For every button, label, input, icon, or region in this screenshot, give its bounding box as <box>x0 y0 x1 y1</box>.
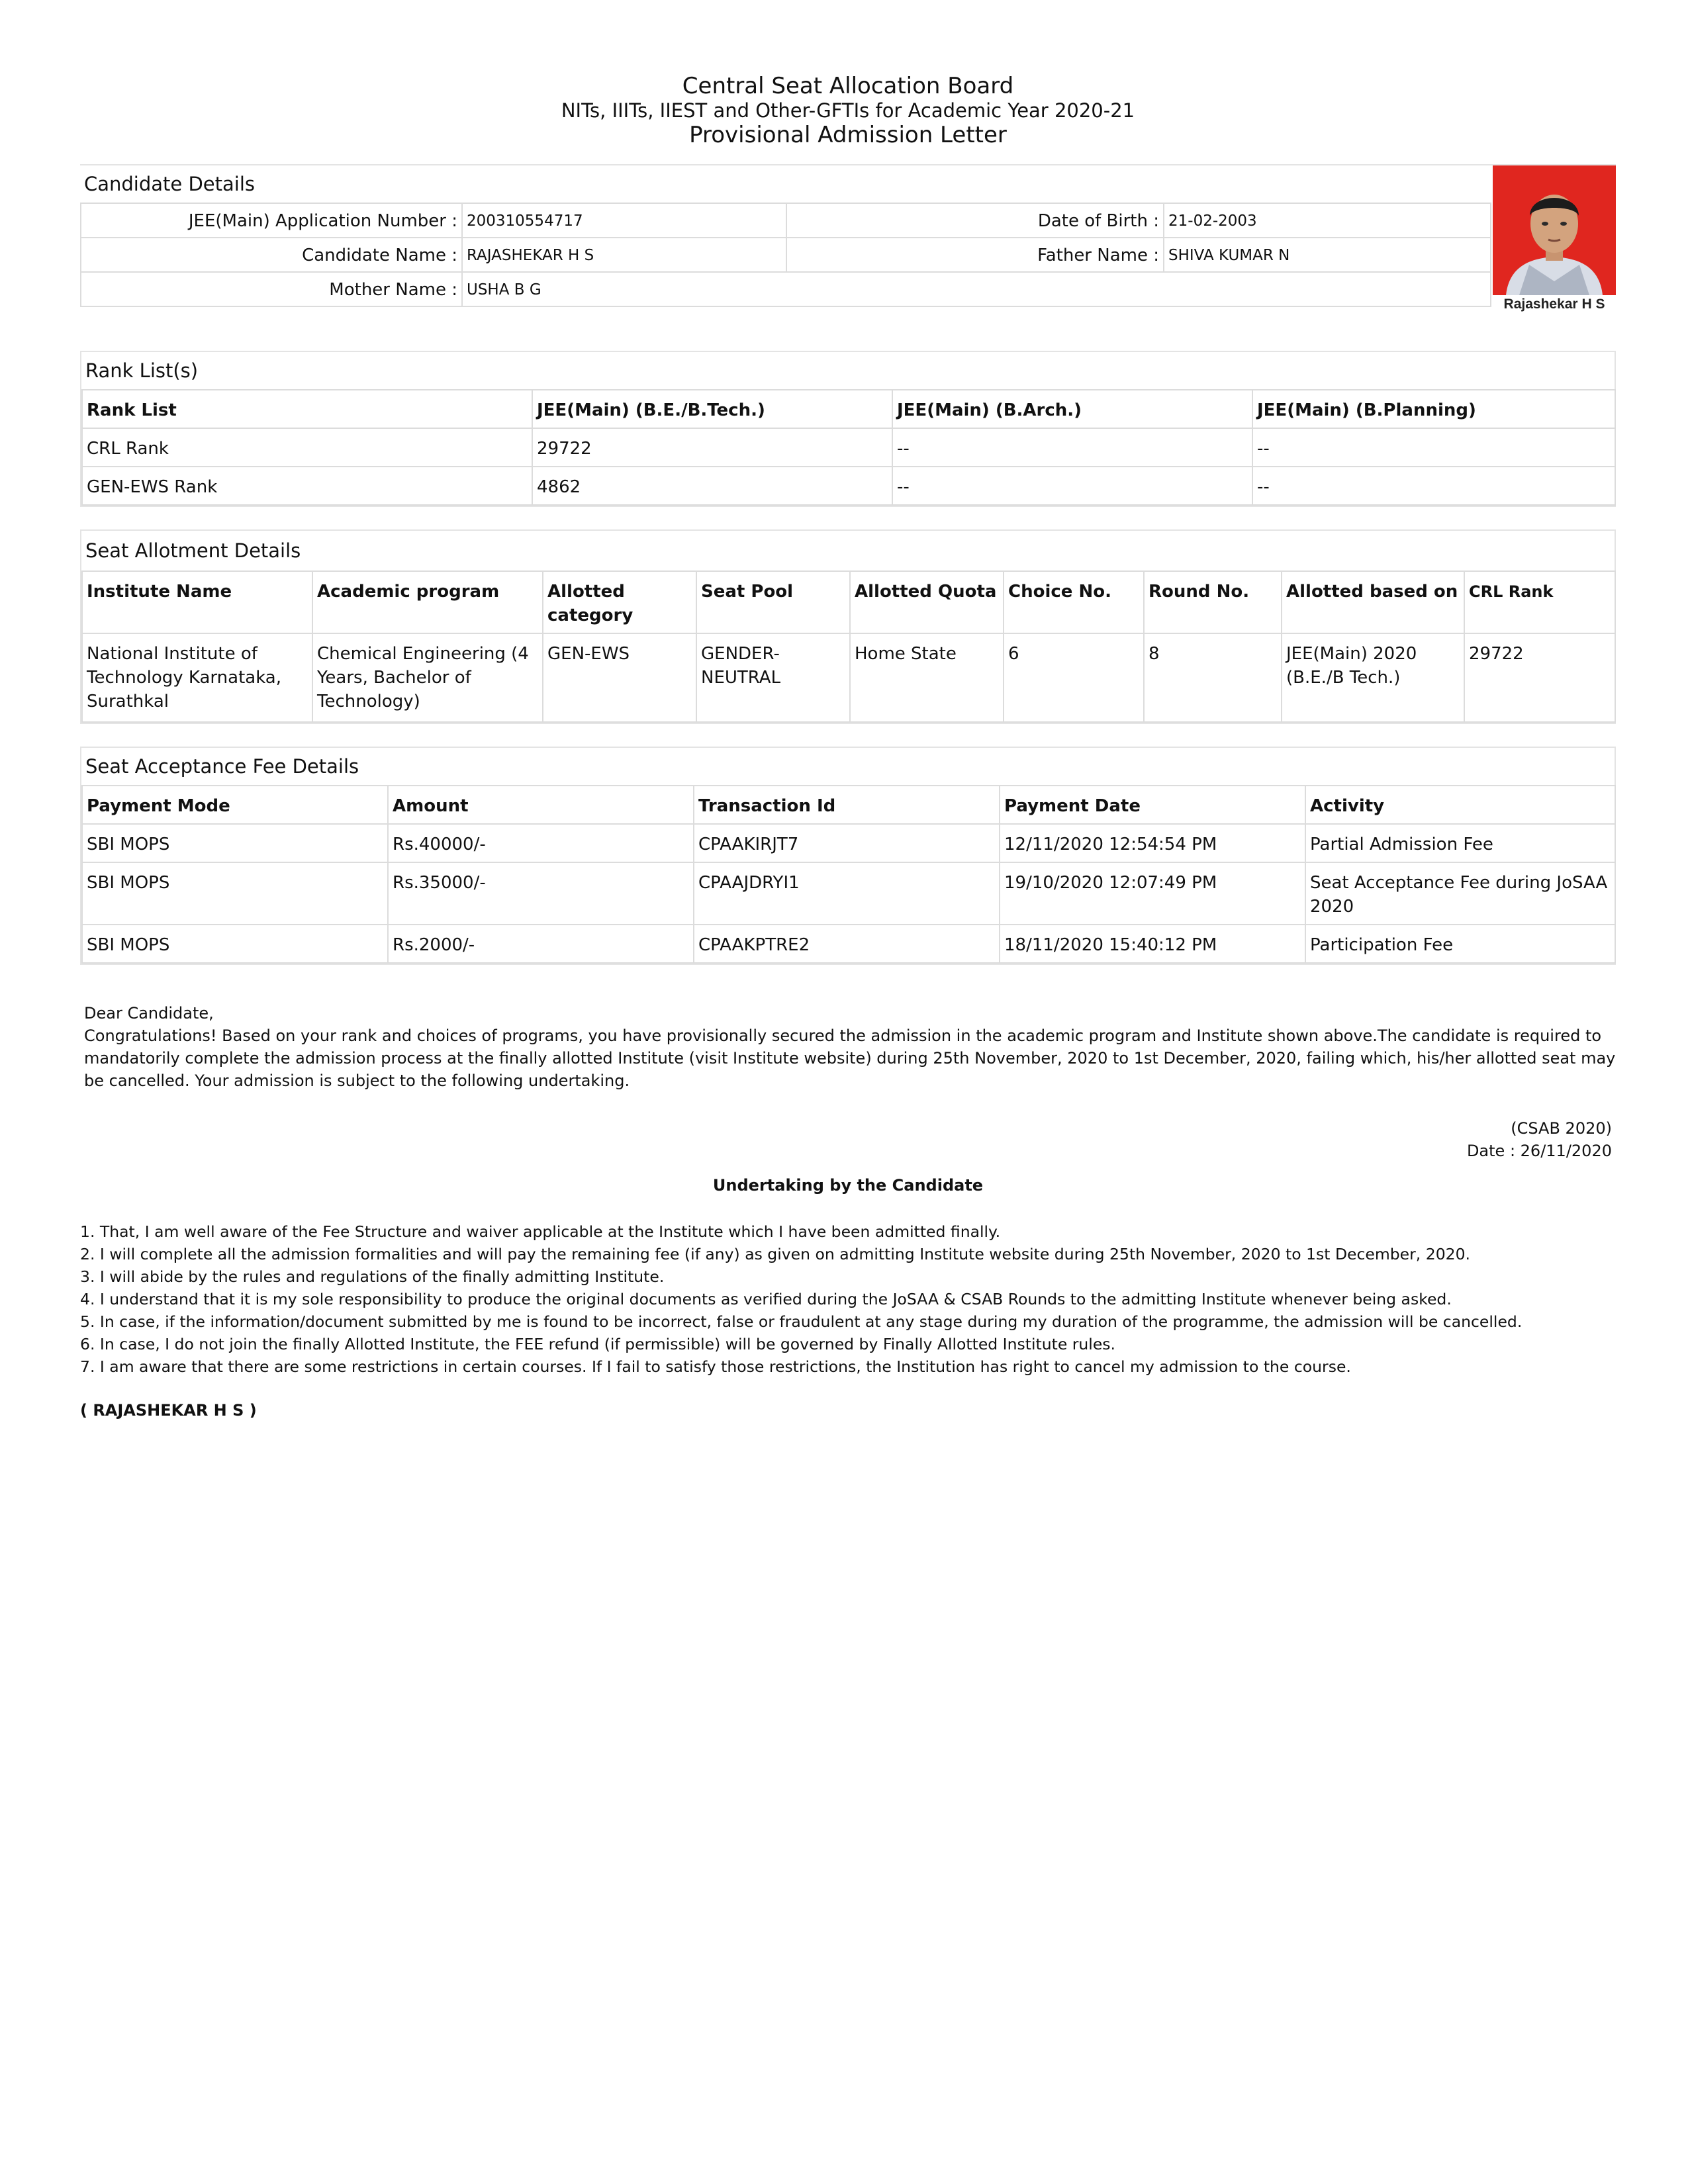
rank-list-title: Rank List(s) <box>85 359 199 382</box>
list-item: 3. I will abide by the rules and regulations of the finally admitting Institute. <box>80 1267 665 1286</box>
board-title: Central Seat Allocation Board <box>682 73 1014 99</box>
table-cell: SBI MOPS <box>82 862 388 925</box>
table-cell: -- <box>892 428 1252 467</box>
mother-name-label: Mother Name : <box>81 272 462 306</box>
candidate-name-value: RAJASHEKAR H S <box>462 238 786 272</box>
undertaking-list <box>80 1220 1616 1378</box>
list-item: 5. In case, if the information/document submitted by me is found to be incorrect, false or fraudulent at any stage during my duration of the programme, the admission will be cancelled. <box>80 1312 1523 1331</box>
table-cell: 29722 <box>1464 633 1615 722</box>
table-row <box>82 862 1615 925</box>
list-item: 6. In case, I do not join the finally Allotted Institute, the FEE refund (if permissible) will be governed by Finally Allotted Institute rules. <box>80 1335 1116 1353</box>
table-row <box>82 824 1615 862</box>
column-header: Academic program <box>312 571 543 633</box>
admission-letter <box>80 73 1616 1422</box>
letter-date: Date : 26/11/2020 <box>1466 1142 1612 1160</box>
letter-header <box>80 73 1616 148</box>
father-name-label: Father Name : <box>786 238 1164 272</box>
column-header: Round No. <box>1144 571 1282 633</box>
candidate-details-table <box>80 203 1491 307</box>
table-cell: Participation Fee <box>1305 925 1615 963</box>
fee-details-table <box>81 785 1616 964</box>
table-row <box>81 203 1491 238</box>
column-header: Transaction Id <box>694 786 1000 824</box>
column-header: CRL Rank <box>1464 571 1615 633</box>
column-header: Allotted Quota <box>850 571 1004 633</box>
table-cell: CPAAJDRYI1 <box>694 862 1000 925</box>
column-header: Activity <box>1305 786 1615 824</box>
candidate-photo-box <box>1493 165 1616 314</box>
table-cell: 6 <box>1004 633 1144 722</box>
fee-details-title: Seat Acceptance Fee Details <box>85 755 359 778</box>
photo-caption: Rajashekar H S <box>1503 296 1605 312</box>
table-header-row <box>82 786 1615 824</box>
column-header: Institute Name <box>82 571 312 633</box>
letter-paragraph: Congratulations! Based on your rank and choices of programs, you have provisionally secured the admission in the academic program and Institute shown above.The candidate is required to mandatorily complete the admission process at the finally allotted Institute (visit Institute website) during 25th November, 2020 to 1st December, 2020, failing which, his/her allotted seat may be cancelled. Your admission is subject to the following undertaking. <box>84 1026 1616 1090</box>
seat-allotment-table <box>81 570 1616 723</box>
table-cell: GEN-EWS Rank <box>82 467 532 505</box>
application-number-label: JEE(Main) Application Number : <box>81 203 462 238</box>
column-header: JEE(Main) (B.E./B.Tech.) <box>532 390 892 428</box>
table-row <box>81 272 1491 306</box>
table-cell: Rs.40000/- <box>388 824 694 862</box>
column-header: Allotted based on <box>1282 571 1464 633</box>
list-item: 4. I understand that it is my sole responsibility to produce the original documents as verified during the JoSAA & CSAB Rounds to the admitting Institute whenever being asked. <box>80 1290 1452 1308</box>
column-header: JEE(Main) (B.Planning) <box>1252 390 1615 428</box>
candidate-details-title: Candidate Details <box>84 173 256 195</box>
column-header: Payment Date <box>1000 786 1305 824</box>
column-header: Rank List <box>82 390 532 428</box>
father-name-value: SHIVA KUMAR N <box>1164 238 1491 272</box>
table-cell: -- <box>1252 467 1615 505</box>
table-cell: 4862 <box>532 467 892 505</box>
salutation: Dear Candidate, <box>84 1004 214 1023</box>
table-row <box>82 428 1615 467</box>
board-subtitle: NITs, IIITs, IIEST and Other-GFTIs for Academic Year 2020-21 <box>561 99 1135 122</box>
table-cell: Rs.35000/- <box>388 862 694 925</box>
table-row <box>82 633 1615 722</box>
table-cell: GEN-EWS <box>543 633 696 722</box>
date-of-birth-value: 21-02-2003 <box>1164 203 1491 238</box>
table-cell: -- <box>892 467 1252 505</box>
seat-allotment-title: Seat Allotment Details <box>85 539 301 562</box>
table-cell: SBI MOPS <box>82 925 388 963</box>
table-row <box>82 467 1615 505</box>
table-cell: 12/11/2020 12:54:54 PM <box>1000 824 1305 862</box>
list-item: 7. I am aware that there are some restrictions in certain courses. If I fail to satisfy those restrictions, the Institution has right to cancel my admission to the course. <box>80 1357 1351 1376</box>
column-header: Choice No. <box>1004 571 1144 633</box>
column-header: JEE(Main) (B.Arch.) <box>892 390 1252 428</box>
rank-list-section <box>80 351 1616 507</box>
table-cell: 18/11/2020 15:40:12 PM <box>1000 925 1305 963</box>
list-item: 2. I will complete all the admission formalities and will pay the remaining fee (if any) as given on admitting Institute website during 25th November, 2020 to 1st December, 2020. <box>80 1245 1471 1263</box>
seat-allotment-section <box>80 529 1616 724</box>
table-cell: Home State <box>850 633 1004 722</box>
column-header: Seat Pool <box>696 571 850 633</box>
table-row <box>82 925 1615 963</box>
candidate-details-section <box>80 164 1616 360</box>
table-cell: Partial Admission Fee <box>1305 824 1615 862</box>
table-cell: CPAAKIRJT7 <box>694 824 1000 862</box>
issuer: (CSAB 2020) <box>1511 1119 1612 1138</box>
table-cell: Rs.2000/- <box>388 925 694 963</box>
table-cell: -- <box>1252 428 1615 467</box>
issuer-block <box>80 1117 1616 1162</box>
person-photo-icon <box>1493 165 1616 295</box>
table-cell: Chemical Engineering (4 Years, Bachelor of Technology) <box>312 633 543 722</box>
column-header: Payment Mode <box>82 786 388 824</box>
table-cell: SBI MOPS <box>82 824 388 862</box>
column-header: Amount <box>388 786 694 824</box>
candidate-photo <box>1493 165 1616 295</box>
candidate-name-label: Candidate Name : <box>81 238 462 272</box>
table-cell: JEE(Main) 2020 (B.E./B Tech.) <box>1282 633 1464 722</box>
undertaking-title: Undertaking by the Candidate <box>712 1176 984 1195</box>
table-cell: National Institute of Technology Karnataka, Surathkal <box>82 633 312 722</box>
candidate-signature: ( RAJASHEKAR H S ) <box>80 1401 257 1420</box>
letter-body <box>80 1002 1616 1092</box>
fee-details-section <box>80 747 1616 965</box>
column-header: Allotted category <box>543 571 696 633</box>
table-header-row <box>82 571 1615 633</box>
table-cell: 29722 <box>532 428 892 467</box>
list-item: 1. That, I am well aware of the Fee Structure and waiver applicable at the Institute which I have been admitted finally. <box>80 1222 1001 1241</box>
table-header-row <box>82 390 1615 428</box>
table-cell: 19/10/2020 12:07:49 PM <box>1000 862 1305 925</box>
mother-name-value: USHA B G <box>462 272 1491 306</box>
rank-list-table <box>81 389 1616 506</box>
document-title: Provisional Admission Letter <box>689 122 1007 148</box>
table-row <box>81 238 1491 272</box>
table-cell: 8 <box>1144 633 1282 722</box>
table-cell: CRL Rank <box>82 428 532 467</box>
application-number-value: 200310554717 <box>462 203 786 238</box>
table-cell: GENDER-NEUTRAL <box>696 633 850 722</box>
table-cell: CPAAKPTRE2 <box>694 925 1000 963</box>
table-cell: Seat Acceptance Fee during JoSAA 2020 <box>1305 862 1615 925</box>
date-of-birth-label: Date of Birth : <box>786 203 1164 238</box>
